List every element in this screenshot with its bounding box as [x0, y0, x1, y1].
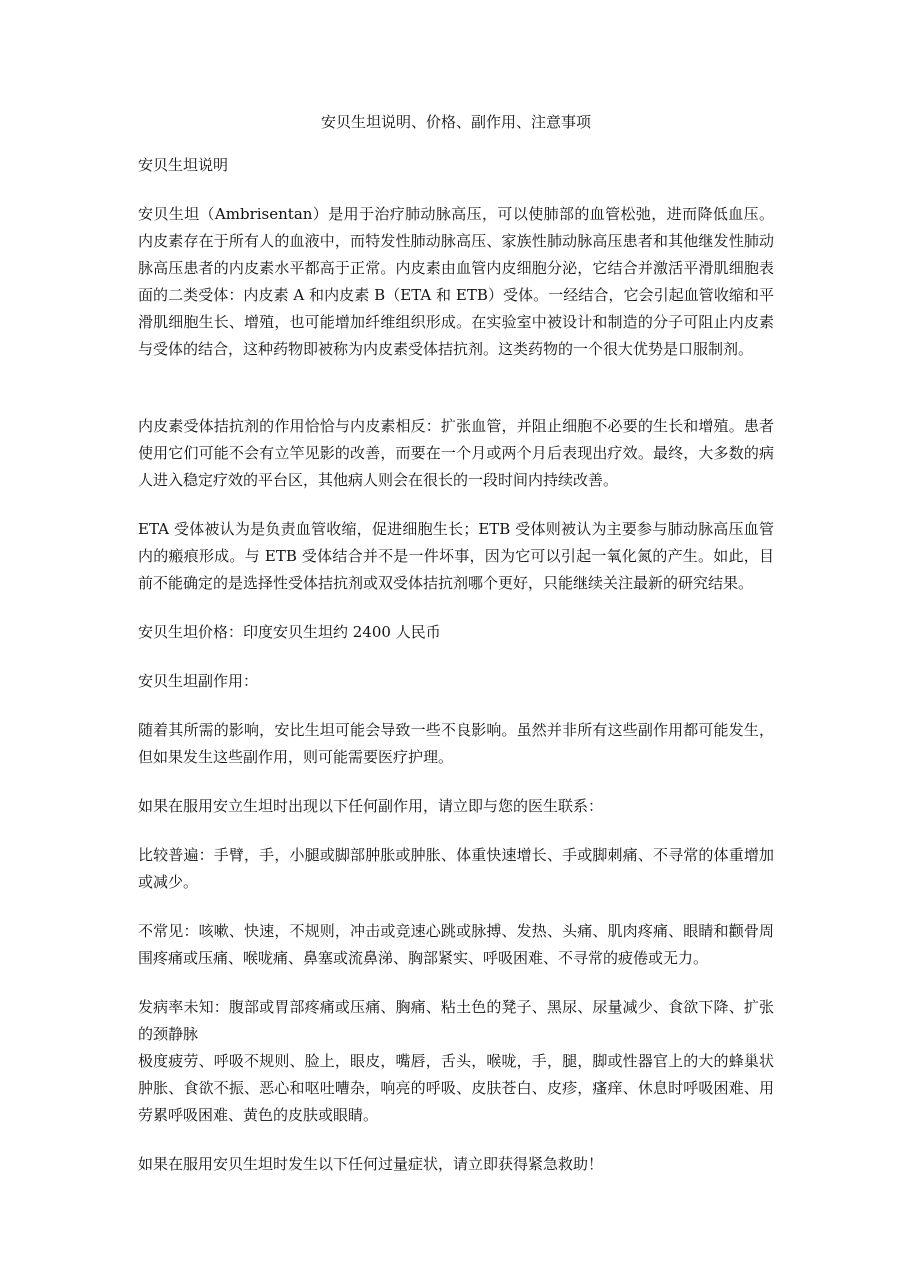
- paragraph-unknown-incidence: 发病率未知：腹部或胃部疼痛或压痛、胸痛、粘土色的凳子、黑尿、尿量减少、食欲下降、扩张的颈静脉: [138, 998, 774, 1043]
- paragraph-uncommon-effects: 不常见：咳嗽、快速，不规则，冲击或竞速心跳或脉搏、发热、头痛、肌肉疼痛、眼睛和颧骨周围疼痛或压痛、喉咙痛、鼻塞或流鼻涕、胸部紧实、呼吸困难、不寻常的疲倦或无力。: [138, 922, 774, 967]
- section-heading-side-effects: 安贝生坦副作用：: [138, 672, 259, 690]
- document-page: [138, 108, 774, 1178]
- paragraph-side-effects-intro: 随着其所需的影响，安比生坦可能会导致一些不良影响。虽然并非所有这些副作用都可能发生，但如果发生这些副作用，则可能需要医疗护理。: [138, 721, 774, 766]
- section-heading-description: 安贝生坦说明: [138, 156, 229, 174]
- paragraph-overdose-warning: 如果在服用安贝生坦时发生以下任何过量症状，请立即获得紧急救助！: [138, 1155, 604, 1173]
- paragraph-contact-doctor: 如果在服用安立生坦时出现以下任何副作用，请立即与您的医生联系：: [138, 797, 604, 815]
- paragraph-price: 安贝生坦价格：印度安贝生坦约 2400 人民币: [138, 623, 441, 641]
- paragraph-antagonist-effect: 内皮素受体拮抗剂的作用恰恰与内皮素相反：扩张血管，并阻止细胞不必要的生长和增殖。患者使用它们可能不会有立竿见影的改善，而要在一个月或两个月后表现出疗效。最终，大多数的病人进入稳定疗效的平台区，其他病人则会在很长的一段时间内持续改善。: [138, 417, 774, 489]
- document-title: 安贝生坦说明、价格、副作用、注意事项: [320, 113, 591, 131]
- paragraph-description: 安贝生坦（Ambrisentan）是用于治疗肺动脉高压，可以使肺部的血管松弛，进而降低血压。内皮素存在于所有人的血液中，而特发性肺动脉高压、家族性肺动脉高压患者和其他继发性肺动脉高压患者的内皮素水平都高于正常。内皮素由血管内皮细胞分泌，它结合并激活平滑肌细胞表面的二类受体：内皮素 A 和内皮素 B（ETA 和 ETB）受体。一经结合，它会引起血管收缩和平滑肌细胞生长、增殖，也可能增加纤维组织形成。在实验室中被设计和制造的分子可阻止内皮素与受体的结合，这种药物即被称为内皮素受体拮抗剂。这类药物的一个很大优势是口服制剂。: [138, 205, 774, 358]
- paragraph-common-effects: 比较普遍：手臂，手，小腿或脚部肿胀或肿胀、体重快速增长、手或脚刺痛、不寻常的体重增加或减少。: [138, 846, 774, 891]
- paragraph-severe-symptoms: 极度疲劳、呼吸不规则、脸上，眼皮，嘴唇，舌头，喉咙，手，腿，脚或性器官上的大的蜂巢状肿胀、食欲不振、恶心和呕吐嘈杂，响亮的呼吸、皮肤苍白、皮疹，瘙痒、休息时呼吸困难、用劳累呼吸困难、黄色的皮肤或眼睛。: [138, 1052, 774, 1124]
- paragraph-receptors: ETA 受体被认为是负责血管收缩，促进细胞生长；ETB 受体则被认为主要参与肺动脉高压血管内的瘢痕形成。与 ETB 受体结合并不是一件坏事，因为它可以引起一氧化氮的产生。如此，目前不能确定的是选择性受体拮抗剂或双受体拮抗剂哪个更好，只能继续关注最新的研究结果。: [138, 520, 774, 592]
